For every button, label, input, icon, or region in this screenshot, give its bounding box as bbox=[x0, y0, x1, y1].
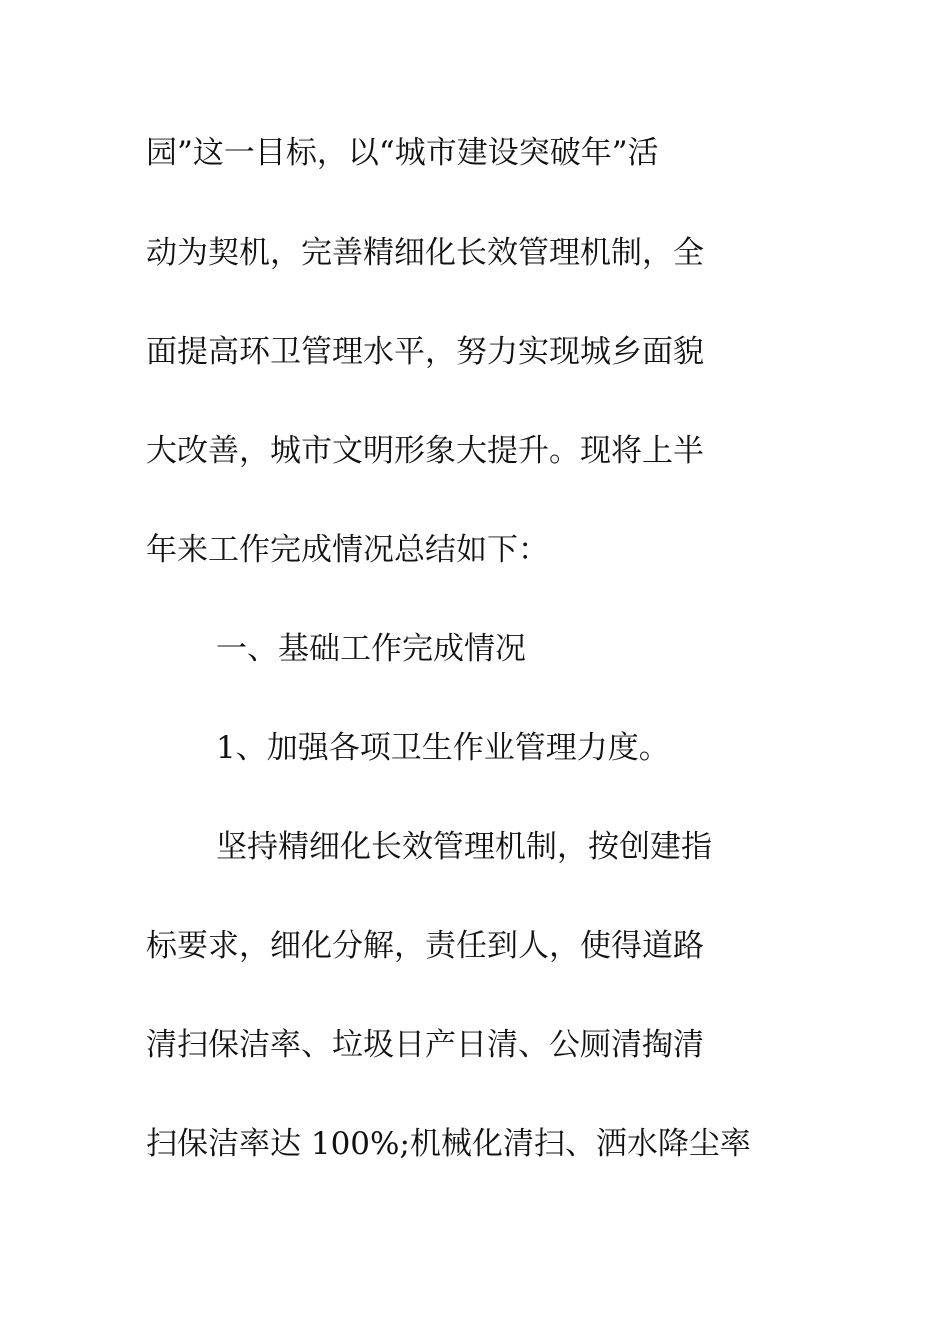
paragraph-line: 年来工作完成情况总结如下： bbox=[146, 532, 549, 568]
paragraph-line: 坚持精细化长效管理机制，按创建指 bbox=[216, 829, 712, 865]
paragraph-line: 标要求，细化分解，责任到人，使得道路 bbox=[146, 928, 704, 964]
paragraph-line: 大改善，城市文明形象大提升。现将上半 bbox=[146, 433, 704, 469]
paragraph-line: 园”这一目标，以“城市建设突破年”活 bbox=[146, 135, 659, 171]
paragraph-line: 扫保洁率达 100%;机械化清扫、洒水降尘率 bbox=[146, 1126, 751, 1162]
section-heading: 一、基础工作完成情况 bbox=[216, 631, 526, 667]
paragraph-line: 动为契机，完善精细化长效管理机制，全 bbox=[146, 235, 704, 271]
subsection-heading: 1、加强各项卫生作业管理力度。 bbox=[216, 730, 670, 766]
paragraph-line: 面提高环卫管理水平，努力实现城乡面貌 bbox=[146, 334, 704, 370]
paragraph-line: 清扫保洁率、垃圾日产日清、公厕清掏清 bbox=[146, 1027, 704, 1063]
